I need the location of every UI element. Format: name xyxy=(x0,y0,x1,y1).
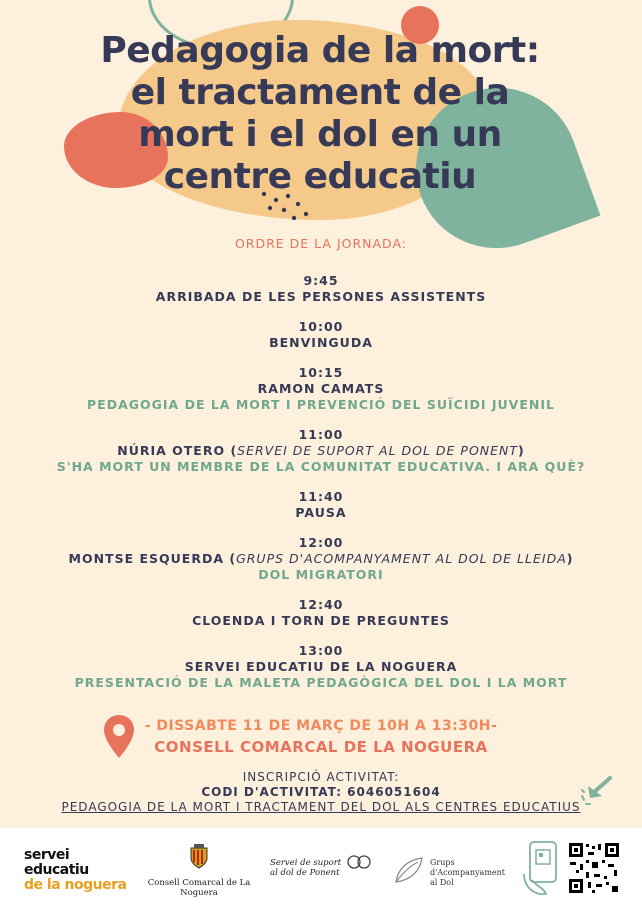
consell-comarcal-logo xyxy=(134,844,264,898)
logo-text-block xyxy=(430,858,510,888)
hand-phone-icon xyxy=(522,840,562,896)
event-date: - DISSABTE 11 DE MARÇ DE 10H A 13:30H- xyxy=(144,718,498,734)
logo-text: Grups xyxy=(430,858,455,867)
program-item xyxy=(0,365,642,413)
item-topic: DOL MIGRATORI xyxy=(258,567,384,582)
qr-code-icon[interactable] xyxy=(568,842,620,894)
logo-text: Servei de suport xyxy=(270,858,342,868)
program-item xyxy=(0,319,642,351)
item-speaker: ARRIBADA DE LES PERSONES ASSISTENTS xyxy=(155,289,487,304)
program-list xyxy=(0,236,642,705)
program-item xyxy=(0,643,642,691)
page-title xyxy=(60,30,580,198)
logo-text: de la noguera xyxy=(24,877,127,893)
item-speaker: CLOENDA I TORN DE PREGUNTES xyxy=(192,613,450,628)
item-speaker: BENVINGUDA xyxy=(269,335,373,350)
logo-text: al Dol xyxy=(430,878,454,887)
item-speaker: SERVEI EDUCATIU DE LA NOGUERA xyxy=(184,659,458,674)
program-heading: ORDRE DE LA JORNADA: xyxy=(234,236,408,251)
leaf-icon xyxy=(392,854,426,886)
coat-of-arms-icon xyxy=(189,844,209,870)
item-time: 11:00 xyxy=(298,427,344,442)
registration-block xyxy=(0,770,642,815)
item-time: 13:00 xyxy=(298,643,344,658)
item-time: 12:40 xyxy=(298,597,344,612)
hands-icon xyxy=(346,854,372,870)
title-line: Pedagogia de la mort: xyxy=(100,30,540,71)
pointer-arrow-icon xyxy=(580,774,616,806)
title-line: mort i el dol en un xyxy=(138,114,502,155)
logo-text: Consell Comarcal de La Noguera xyxy=(147,878,251,898)
logo-text: al dol de Ponent xyxy=(270,868,340,878)
registration-link[interactable]: PEDAGOGIA DE LA MORT I TRACTAMENT DEL DOL ALS CENTRES EDUCATIUS xyxy=(61,800,581,814)
item-time: 10:15 xyxy=(298,365,344,380)
logo-text: d'Acompanyament xyxy=(430,868,505,877)
item-speaker xyxy=(0,443,642,459)
speaker-name: NÚRIA OTERO ( xyxy=(117,443,238,458)
title-line: el tractament de la xyxy=(130,72,510,113)
program-item xyxy=(0,597,642,629)
speaker-paren: ) xyxy=(518,443,525,458)
program-item xyxy=(0,489,642,521)
item-time: 11:40 xyxy=(298,489,344,504)
registration-label: INSCRIPCIÓ ACTIVITAT: xyxy=(242,770,400,784)
item-topic: PRESENTACIÓ DE LA MALETA PEDAGÒGICA DEL DOL I LA MORT xyxy=(74,675,568,690)
item-speaker: PAUSA xyxy=(295,505,347,520)
item-topic: S'HA MORT UN MEMBRE DE LA COMUNITAT EDUCATIVA. I ARA QUÈ? xyxy=(56,459,586,474)
title-line: centre educatiu xyxy=(163,156,477,197)
speaker-name: MONTSE ESQUERDA ( xyxy=(68,551,237,566)
servei-suport-dol-logo xyxy=(270,858,341,878)
logo-text: servei xyxy=(24,847,70,863)
footer-logos xyxy=(0,828,642,908)
program-item xyxy=(0,535,642,583)
item-time: 12:00 xyxy=(298,535,344,550)
speaker-organization: SERVEI DE SUPORT AL DOL DE PONENT xyxy=(237,443,519,458)
speaker-organization: GRUPS D'ACOMPANYAMENT AL DOL DE LLEIDA xyxy=(236,551,567,566)
servei-educatiu-logo xyxy=(24,848,126,893)
activity-code: CODI D'ACTIVITAT: 6046051604 xyxy=(201,785,441,799)
item-speaker xyxy=(0,551,642,567)
item-time: 9:45 xyxy=(303,273,339,288)
event-place: CONSELL COMARCAL DE LA NOGUERA xyxy=(154,738,488,756)
speaker-paren: ) xyxy=(566,551,574,566)
item-speaker: RAMON CAMATS xyxy=(257,381,385,396)
item-time: 10:00 xyxy=(298,319,344,334)
item-topic: PEDAGOGIA DE LA MORT I PREVENCIÓ DEL SUÏCIDI JUVENIL xyxy=(87,397,555,412)
program-item xyxy=(0,273,642,305)
program-item xyxy=(0,427,642,475)
logo-text: educatiu xyxy=(24,862,89,878)
